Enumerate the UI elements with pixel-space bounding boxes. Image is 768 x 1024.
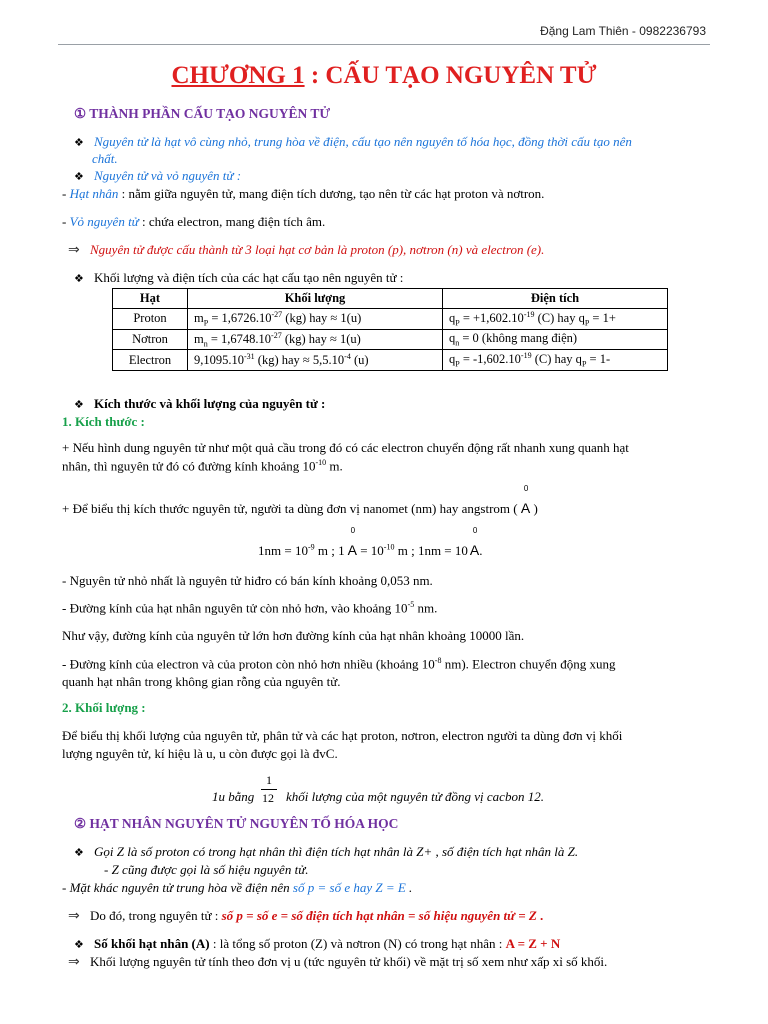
- section-1-heading: ① THÀNH PHẦN CẤU TẠO NGUYÊN TỬ: [74, 106, 331, 121]
- neutral-atom-formula: số p = số e hay Z = E: [292, 880, 406, 895]
- angstrom-symbol: 0 A: [520, 484, 531, 516]
- nucleus-term: Hạt nhân: [69, 186, 119, 201]
- implies-arrow-icon: ⇒: [68, 242, 80, 258]
- diamond-bullet-icon: ❖: [74, 398, 84, 411]
- conclusion-line-2: ⇒ Do đó, trong nguyên tử : số p = số e = số điện tích hạt nhân = số hiệu nguyên tử = Z .: [68, 908, 544, 924]
- subheading-size: 1. Kích thước :: [62, 414, 145, 429]
- diamond-bullet-icon: ❖: [74, 846, 84, 859]
- conclusion-line: [68, 242, 544, 258]
- equality-formula: số p = số e = số điện tích hạt nhân = số hiệu nguyên tử = Z: [221, 908, 537, 923]
- proton-number-text: Gọi Z là số proton có trong hạt nhân thì điện tích hạt nhân là Z+ , số điện tích hạt nhân là Z.: [94, 844, 579, 859]
- cell-mass: $9,1095.10^{-31}$ (kg) hay ≈ $5,5.10^{-4}$ (u): [188, 350, 443, 371]
- atomic-number-text: - Z cũng được gọi là số hiệu nguyên tử.: [104, 862, 309, 877]
- diamond-bullet-icon: ❖: [74, 136, 84, 149]
- size-paragraph-cont: nhân, thì nguyên tử đó có đường kính khoảng $10^{-10}$ m.: [62, 458, 343, 474]
- cell-charge: $q_P = +1,602.10^{-19}$ (C) hay $q_P = 1+$: [443, 309, 668, 330]
- table-row: [113, 329, 668, 350]
- atomic-mass-unit-def: khối lượng của một nguyên tử đồng vị cacbon 12.: [286, 789, 544, 804]
- shell-line: - Vỏ nguyên tử : chứa electron, mang điện tích âm.: [62, 214, 326, 229]
- angstrom-symbol: 0 A: [469, 526, 480, 558]
- table-row: [113, 309, 668, 330]
- cell-mass: $m_P = 1,6726.10^{-27}$ (kg) hay ≈ 1(u): [188, 309, 443, 330]
- hydrogen-line: - Nguyên tử nhỏ nhất là nguyên tử hiđro có bán kính khoảng 0,053 nm.: [62, 573, 433, 588]
- bullet-item: [74, 844, 578, 860]
- ratio-line: Như vậy, đường kính của nguyên tử lớn hơn đường kính của hạt nhân khoảng 10000 lần.: [62, 628, 525, 643]
- mass-paragraph: Để biểu thị khối lượng của nguyên tử, phân tử và các hạt proton, nơtron, electron người ta dùng đơn vị khối: [62, 728, 623, 743]
- col-header: Khối lượng: [188, 289, 443, 309]
- bullet-item: [74, 168, 241, 184]
- col-header: Hạt: [113, 289, 188, 309]
- cell-particle: Proton: [113, 309, 188, 330]
- structure-text: Nguyên tử và vỏ nguyên tử :: [94, 168, 242, 183]
- cell-mass: $m_n = 1,6748.10^{-27}$ (kg) hay ≈ 1(u): [188, 329, 443, 350]
- page-title: [0, 62, 768, 90]
- header-author: Đặng Lam Thiên - 0982236793: [540, 24, 706, 38]
- shell-term: Vỏ nguyên tử: [69, 214, 139, 229]
- atomic-mass-unit-start: 1u bằng: [212, 789, 255, 804]
- subheading-mass: 2. Khối lượng :: [62, 700, 146, 715]
- cell-particle: Electron: [113, 350, 188, 371]
- cell-charge: $q_P = -1,602.10^{-19}$ (C) hay $q_P = 1-$: [443, 350, 668, 371]
- angstrom-paragraph: + Để biểu thị kích thước nguyên tử, người ta dùng đơn vị nanomet (nm) hay angstrom ( 0 A ): [62, 484, 538, 516]
- bullet-item: [74, 134, 632, 150]
- table-intro: Khối lượng và điện tích của các hạt cấu tạo nên nguyên tử :: [94, 270, 404, 285]
- bullet-item: [74, 270, 403, 286]
- mass-number-formula: A = Z + N: [505, 936, 561, 951]
- nucleus-desc: : nằm giữa nguyên tử, mang điện tích dương, tạo nên từ các hạt proton và nơtron.: [118, 186, 545, 201]
- chapter-label: CHƯƠNG 1: [171, 62, 305, 89]
- implies-arrow-icon: ⇒: [68, 908, 80, 924]
- shell-desc: : chứa electron, mang điện tích âm.: [138, 214, 326, 229]
- neutral-atom-line: - Mặt khác nguyên tử trung hòa về điện nên số p = số e hay Z = E .: [62, 880, 413, 895]
- size-paragraph: + Nếu hình dung nguyên tử như một quả cầu trong đó có các electron chuyển động rất nhanh xung quanh hạt: [62, 440, 629, 455]
- nucleus-diameter-line: - Đường kính của hạt nhân nguyên tử còn nhỏ hơn, vào khoảng $10^{-5}$ nm.: [62, 600, 438, 616]
- table-row: [113, 350, 668, 371]
- angstrom-symbol: 0 A: [347, 526, 357, 558]
- intro-text-cont: chất.: [92, 151, 118, 166]
- cell-particle: Nơtron: [113, 329, 188, 350]
- unit-equation: $1nm = 10^{-9}$ m ; 1 0 $A = 10^{-10}$ m ; 1nm = 10 0 A.: [258, 526, 483, 558]
- electron-diameter-line: - Đường kính của electron và của proton còn nhỏ hơn nhiều (khoảng $10^{-8}$ nm). Electron chuyển động xung: [62, 656, 616, 672]
- intro-text: Nguyên tử là hạt vô cùng nhỏ, trung hòa về điện, cấu tạo nên nguyên tố hóa học, đồng thời cấu tạo nên: [94, 134, 632, 149]
- fraction-numerator: 1: [266, 773, 272, 787]
- mass-number-term: Số khối hạt nhân (A): [94, 936, 210, 951]
- diamond-bullet-icon: ❖: [74, 170, 84, 183]
- electron-diameter-cont: quanh hạt nhân trong không gian rỗng của nguyên tử.: [62, 674, 341, 689]
- diamond-bullet-icon: ❖: [74, 272, 84, 285]
- nucleus-line: - Hạt nhân : nằm giữa nguyên tử, mang điện tích dương, tạo nên từ các hạt proton và nơtron.: [62, 186, 545, 201]
- header-divider: [58, 44, 710, 45]
- particle-table: [112, 288, 668, 371]
- section-2-heading: ② HẠT NHÂN NGUYÊN TỬ NGUYÊN TỐ HÓA HỌC: [74, 816, 399, 831]
- cell-charge: $q_n = 0$ (không mang điện): [443, 329, 668, 350]
- size-mass-heading: Kích thước và khối lượng của nguyên tử :: [94, 396, 326, 411]
- size-mass-heading-line: [74, 396, 325, 412]
- table-header-row: [113, 289, 668, 309]
- chapter-title: : CẤU TẠO NGUYÊN TỬ: [304, 62, 597, 89]
- fraction-denominator: 12: [262, 791, 274, 805]
- mass-paragraph-cont: lượng nguyên tử, kí hiệu là u, u còn được gọi là đvC.: [62, 746, 338, 761]
- mass-number-line: ❖ Số khối hạt nhân (A) : là tổng số proton (Z) và nơtron (N) có trong hạt nhân : A = Z + N: [74, 936, 561, 951]
- conclusion-text: Nguyên tử được cấu thành từ 3 loại hạt cơ bản là proton (p), nơtron (n) và electron (e).: [90, 242, 545, 257]
- diamond-bullet-icon: ❖: [74, 938, 84, 951]
- col-header: Điện tích: [443, 289, 668, 309]
- atomic-mass-line: ⇒ Khối lượng nguyên tử tính theo đơn vị u (tức nguyên tử khối) về mặt trị số xem như xấp xỉ số khối.: [68, 954, 608, 970]
- fraction-bar: [261, 789, 277, 790]
- implies-arrow-icon: ⇒: [68, 954, 80, 970]
